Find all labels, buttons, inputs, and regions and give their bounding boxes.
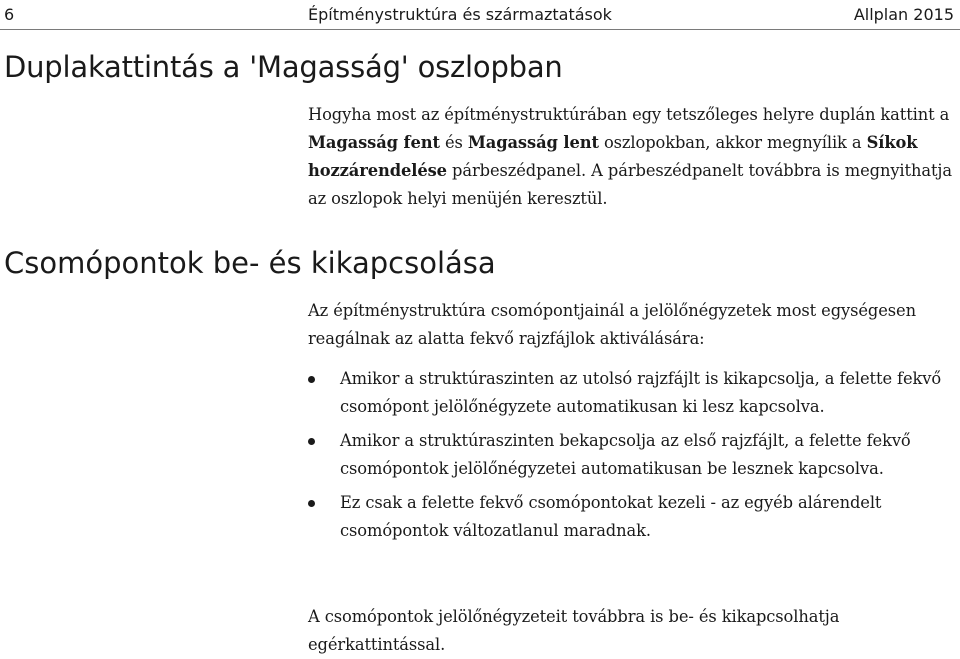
bold-term-plane-assignment: Síkok hozzárendelése	[308, 133, 918, 180]
section-title-nodes-toggle: Csomópontok be- és kikapcsolása	[4, 246, 496, 280]
text-run: párbeszédpanel. A párbeszédpanelt továbbra is megnyithatja az oszlopok helyi menüjén keresztül.	[308, 161, 952, 208]
bullet-list	[308, 365, 960, 551]
list-item	[308, 427, 960, 483]
bullet-icon	[308, 438, 315, 445]
list-item	[308, 489, 960, 545]
bold-term-height-top: Magasság fent	[308, 133, 440, 152]
list-item-text: Ez csak a felette fekvő csomópontokat kezeli - az egyéb alárendelt csomópontok változatlanul maradnak.	[340, 493, 882, 540]
header-divider	[0, 29, 960, 30]
bullet-icon	[308, 376, 315, 383]
text-run: oszlopokban, akkor megnyílik a	[598, 133, 867, 152]
section-title-double-click: Duplakattintás a 'Magasság' oszlopban	[4, 50, 563, 84]
chapter-title: Építménystruktúra és származtatások	[308, 5, 612, 24]
paragraph-nodes-outro: A csomópontok jelölőnégyzeteit továbbra is be- és kikapcsolhatja egérkattintással.	[308, 607, 840, 654]
page-number: 6	[4, 5, 15, 24]
list-item	[308, 365, 960, 421]
list-item-text: Amikor a struktúraszinten bekapcsolja az első rajzfájlt, a felette fekvő csomópontok jelölőnégyzetei automatikusan be lesznek kapcsolva.	[340, 431, 911, 478]
paragraph-double-click	[308, 101, 958, 213]
bullet-icon	[308, 500, 315, 507]
bold-term-height-bottom: Magasság lent	[467, 133, 599, 152]
product-name: Allplan 2015	[853, 5, 954, 24]
text-run: Hogyha most az építménystruktúrában egy tetszőleges helyre duplán kattint a	[308, 105, 950, 124]
paragraph-nodes-intro: Az építménystruktúra csomópontjainál a jelölőnégyzetek most egységesen reagálnak az alatta fekvő rajzfájlok aktiválására:	[308, 301, 916, 348]
text-run: és	[439, 133, 468, 152]
page-header	[0, 0, 960, 30]
list-item-text: Amikor a struktúraszinten az utolsó rajzfájlt is kikapcsolja, a felette fekvő csomópont jelölőnégyzete automatikusan ki lesz kapcsolva.	[340, 369, 942, 416]
